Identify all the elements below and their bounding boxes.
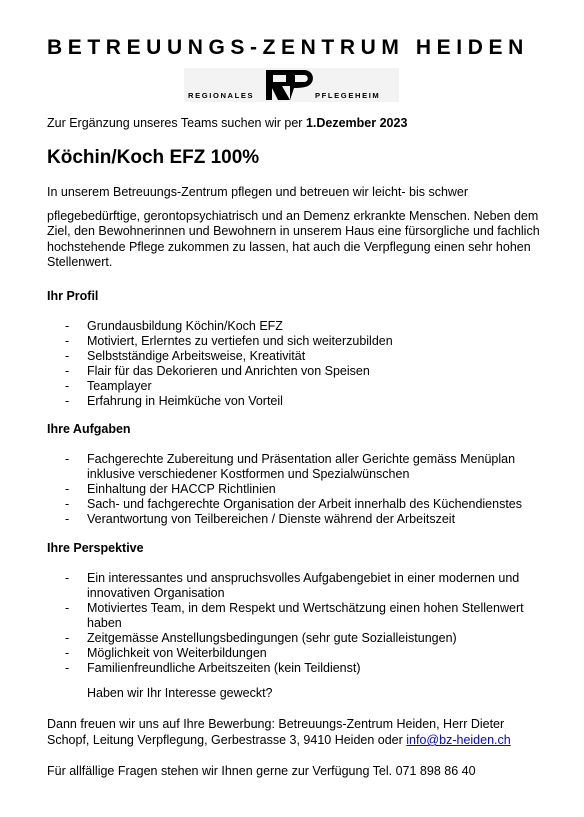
logo-tagline-left: REGIONALES — [188, 91, 255, 100]
list-item: - Flair für das Dekorieren und Anrichten von Speisen — [47, 364, 542, 379]
list-item: - Verantwortung von Teilbereichen / Dienste während der Arbeitszeit — [47, 512, 542, 527]
logo-mark-icon — [264, 68, 316, 102]
list-item: - Fachgerechte Zubereitung und Präsentation aller Gerichte gemäss Menüplan inklusive verschiedener Kostformen und Spezialwünschen — [47, 452, 542, 482]
description — [47, 185, 542, 271]
job-title: Köchin/Koch EFZ 100% — [47, 147, 260, 168]
application-paragraph — [47, 716, 542, 748]
description-rest: pflegebedürftige, gerontopsychiatrisch und an Demenz erkrankte Menschen. Neben dem Ziel, den Bewohnerinnen und Bewohnern in unserem Haus eine fürsorgliche und fachlich hochstehende Pflege zukommen zu lassen, hat auch die Verpflegung einen sehr hohen Stellenwert. — [47, 208, 540, 269]
list-item: - Teamplayer — [47, 379, 542, 394]
application-text: Dann freuen wir uns auf Ihre Bewerbung: Betreuungs-Zentrum Heiden, Herr Dieter Schopf, Leitung Verpflegung, Gerbestrasse 3, 9410 Heiden oder — [47, 717, 505, 747]
list-item: - Zeitgemässe Anstellungsbedingungen (sehr gute Sozialleistungen) — [47, 631, 542, 646]
list-item: - Motiviert, Erlerntes zu vertiefen und sich weiterzubilden — [47, 334, 542, 349]
list-item: - Ein interessantes und anspruchsvolles Aufgabengebiet in einer modernen und innovativen Organisation — [47, 571, 542, 601]
brand-title: BETREUUNGS-ZENTRUM HEIDEN — [47, 36, 529, 59]
description-line-1: In unserem Betreuungs-Zentrum pflegen und betreuen wir leicht- bis schwer — [47, 185, 469, 199]
logo — [184, 68, 399, 102]
contact-line: Für allfällige Fragen stehen wir Ihnen gerne zur Verfügung Tel. 071 898 86 40 — [47, 764, 476, 778]
intro-line — [47, 116, 407, 130]
list-item: - Erfahrung in Heimküche von Vorteil — [47, 394, 542, 409]
perspective-heading: Ihre Perspektive — [47, 541, 144, 555]
logo-tagline-right: PFLEGEHEIM — [315, 91, 381, 100]
perspective-list — [47, 571, 542, 676]
list-item: - Einhaltung der HACCP Richtlinien — [47, 482, 542, 497]
intro-text: Zur Ergänzung unseres Teams suchen wir per — [47, 116, 306, 130]
list-item: - Möglichkeit von Weiterbildungen — [47, 646, 542, 661]
list-item: - Motiviertes Team, in dem Respekt und Wertschätzung einen hohen Stellenwert haben — [47, 601, 542, 631]
list-item: - Familienfreundliche Arbeitszeiten (kein Teildienst) — [47, 661, 542, 676]
tasks-list — [47, 452, 542, 527]
list-item: - Sach- und fachgerechte Organisation der Arbeit innerhalb des Küchendienstes — [47, 497, 542, 512]
list-item: - Selbstständige Arbeitsweise, Kreativität — [47, 349, 542, 364]
start-date: 1.Dezember 2023 — [305, 116, 408, 130]
profile-heading: Ihr Profil — [47, 289, 99, 303]
profile-list — [47, 319, 542, 409]
tasks-heading: Ihre Aufgaben — [47, 422, 131, 436]
interest-question: Haben wir Ihr Interesse geweckt? — [87, 686, 273, 700]
list-item: - Grundausbildung Köchin/Koch EFZ — [47, 319, 542, 334]
email-link[interactable]: info@bz-heiden.ch — [406, 733, 511, 747]
